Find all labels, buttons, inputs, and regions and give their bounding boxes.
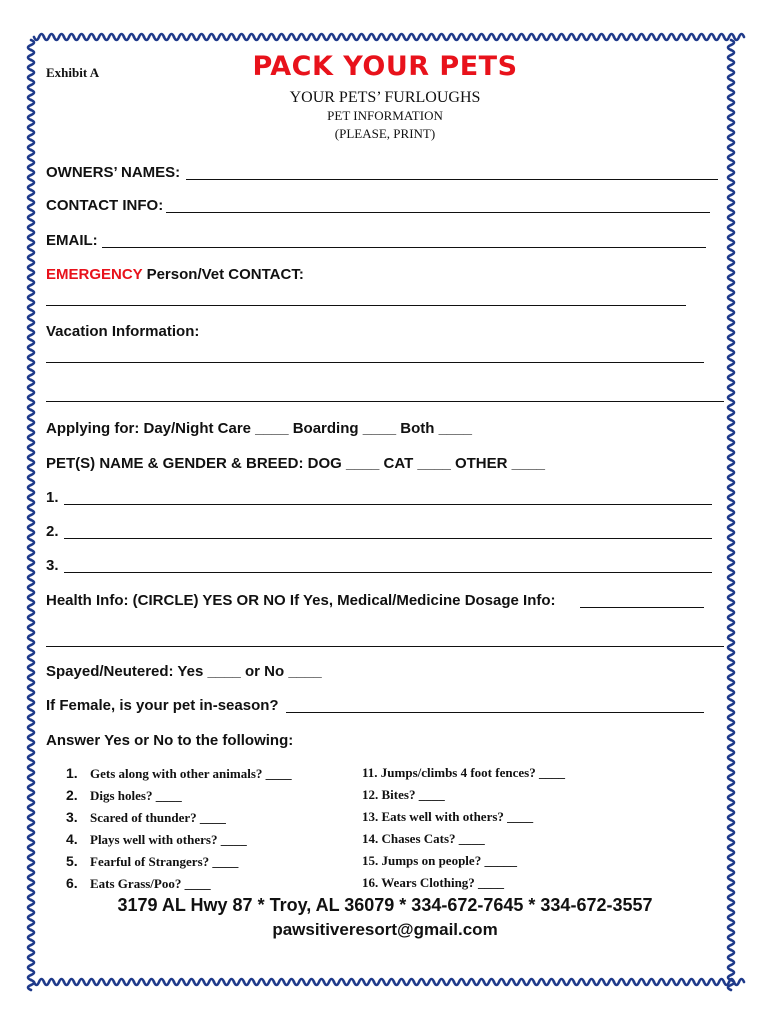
pet-2-label: 2. — [46, 523, 59, 540]
page-title: PACK YOUR PETS — [252, 51, 518, 82]
question-item[interactable]: 15. Jumps on people? _____ — [362, 853, 517, 868]
question-item[interactable]: 13. Eats well with others? ____ — [362, 809, 534, 824]
question-item[interactable]: 6. Eats Grass/Poo? ____ — [66, 875, 211, 891]
health-info-field-2[interactable] — [46, 646, 724, 647]
footer-address: 3179 AL Hwy 87 * Troy, AL 36079 * 334-672-7645 * 334-672-3557 — [117, 895, 653, 915]
contact-info-field[interactable] — [166, 212, 710, 213]
pet-1-label: 1. — [46, 489, 59, 506]
emergency-contact-field[interactable] — [46, 305, 686, 306]
email-label: EMAIL: — [46, 232, 98, 249]
answer-yes-no-heading: Answer Yes or No to the following: — [46, 732, 294, 749]
in-season-label: If Female, is your pet in-season? — [46, 697, 279, 714]
pet-3-label: 3. — [46, 557, 59, 574]
dosage-info-field[interactable] — [580, 607, 704, 608]
question-item[interactable]: 2. Digs holes? ____ — [66, 787, 182, 803]
question-item[interactable]: 3. Scared of thunder? ____ — [66, 809, 226, 825]
owners-names-label: OWNERS’ NAMES: — [46, 164, 181, 181]
pet-1-field[interactable] — [64, 504, 712, 505]
health-info-label: Health Info: (CIRCLE) YES OR NO If Yes, Medical/Medicine Dosage Info: — [46, 592, 556, 609]
emergency-contact-label — [46, 266, 304, 283]
question-item[interactable]: 16. Wears Clothing? ____ — [362, 875, 505, 890]
contact-info-label: CONTACT INFO: — [46, 197, 164, 214]
email-field[interactable] — [102, 247, 706, 248]
applying-for-line[interactable]: Applying for: Day/Night Care ____ Boarding ____ Both ____ — [46, 420, 472, 437]
exhibit-label: Exhibit A — [46, 65, 100, 80]
pets-name-gender-breed-line[interactable]: PET(S) NAME & GENDER & BREED: DOG ____ CAT ____ OTHER ____ — [46, 455, 546, 472]
vacation-info-label: Vacation Information: — [46, 323, 200, 340]
emergency-word: EMERGENCY — [46, 266, 143, 283]
vacation-info-field-1[interactable] — [46, 362, 704, 363]
in-season-field[interactable] — [286, 712, 704, 713]
pet-2-field[interactable] — [64, 538, 712, 539]
question-item[interactable]: 4. Plays well with others? ____ — [66, 831, 247, 847]
please-print-note: (PLEASE, PRINT) — [334, 126, 436, 141]
question-item[interactable]: 12. Bites? ____ — [362, 787, 445, 802]
question-item[interactable]: 5. Fearful of Strangers? ____ — [66, 853, 239, 869]
question-item[interactable]: 11. Jumps/climbs 4 foot fences? ____ — [362, 765, 565, 780]
subtitle: YOUR PETS’ FURLOUGHS — [289, 89, 481, 106]
footer-email: pawsitiveresort@gmail.com — [272, 920, 498, 939]
vacation-info-field-2[interactable] — [46, 401, 724, 402]
question-item[interactable]: 14. Chases Cats? ____ — [362, 831, 485, 846]
questions-right-list — [362, 765, 565, 897]
owners-names-field[interactable] — [186, 179, 718, 180]
emergency-rest: Person/Vet CONTACT: — [142, 266, 304, 283]
questions-left-list — [66, 765, 292, 897]
pet-3-field[interactable] — [64, 572, 712, 573]
pet-information-heading: PET INFORMATION — [327, 108, 443, 123]
spayed-neutered-line[interactable]: Spayed/Neutered: Yes ____ or No ____ — [46, 663, 322, 680]
question-item[interactable]: 1. Gets along with other animals? ____ — [66, 765, 292, 781]
